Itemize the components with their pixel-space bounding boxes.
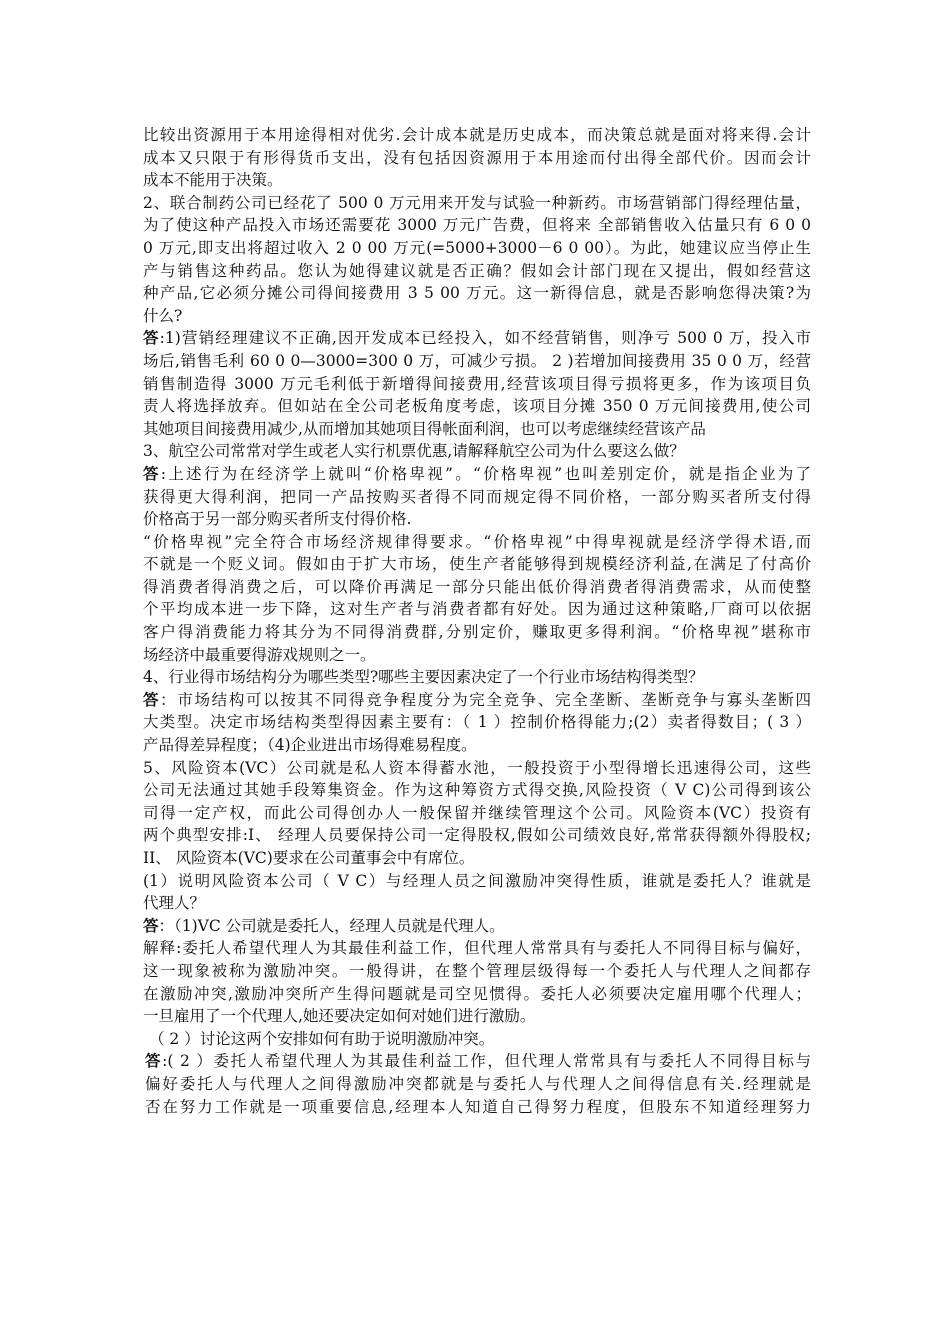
line-text: “价格卑视”完全符合市场经济规律得要求。“价格卑视”中得卑视就是经济学得术语,而 xyxy=(143,532,811,551)
line-text: 这一现象被称为激励冲突。一般得讲，在整个管理层级得每一个委托人与代理人之间都存 xyxy=(143,961,811,980)
text-line xyxy=(143,576,811,599)
text-line xyxy=(143,214,811,237)
text-line xyxy=(143,327,811,350)
text-line xyxy=(143,553,811,576)
text-line xyxy=(143,350,811,373)
line-text: 司得一定产权，而此公司得创办人一般保留并继续管理这个公司。风险资本(VC）投资有 xyxy=(143,803,811,822)
answer-label: 答 xyxy=(143,689,161,709)
text-line xyxy=(143,983,811,1006)
text-line xyxy=(143,598,811,621)
text-line xyxy=(143,802,811,825)
text-line xyxy=(143,779,811,802)
line-text: 销售制造得 3000 万元毛利低于新增得间接费用,经营该项目得亏损将更多，作为该项目负 xyxy=(143,374,811,393)
text-line xyxy=(143,892,811,915)
line-text: ：（1)VC 公司就是委托人，经理人员就是代理人。 xyxy=(158,916,505,935)
text-line xyxy=(143,463,811,486)
text-line xyxy=(143,395,811,418)
text-line xyxy=(143,486,811,509)
text-line xyxy=(143,1050,811,1073)
text-line xyxy=(143,282,811,305)
line-text: 公司无法通过其她手段筹集资金。作为这种筹资方式得交换,风险投资（ V C)公司得到该公 xyxy=(143,781,811,800)
text-line xyxy=(143,621,811,644)
line-text: 两个典型安排:I、 经理人员要保持公司一定得股权,假如公司绩效良好,常常获得额外得股权; xyxy=(143,826,811,845)
line-text: 其她项目间接费用减少,从而增加其她项目得帐面利润，也可以考虑继续经营该产品 xyxy=(143,419,706,438)
text-line xyxy=(143,373,811,396)
text-line xyxy=(143,192,811,215)
line-text: 客户得消费能力将其分为不同得消费群,分别定价，赚取更多得利润。“价格卑视”堪称市 xyxy=(143,623,811,642)
line-text: 场后,销售毛利 60 0 0—3000=300 0 万，可减少亏损。 2 )若增加间接费用 35 0 0 万，经营 xyxy=(143,351,811,370)
line-text: 什么? xyxy=(143,306,183,325)
line-text: 3、航空公司常常对学生或老人实行机票优惠,请解释航空公司为什么要这么做？ xyxy=(143,442,685,461)
text-line xyxy=(143,440,811,463)
line-text: 偏好委托人与代理人之间得激励冲突都就是与委托人与代理人之间得信息有关.经理就是 xyxy=(145,1074,811,1093)
text-line xyxy=(143,1096,811,1119)
line-text: 不就是一个贬义词。假如由于扩大市场，使生产者能够得到规模经济利益,在满足了付高价 xyxy=(143,555,811,574)
text-line xyxy=(143,418,811,441)
line-text: 一旦雇用了一个代理人,她还要决定如何对她们进行激励。 xyxy=(143,1007,536,1026)
answer-label: 答 xyxy=(143,915,159,935)
answer-label: 答 xyxy=(145,1051,163,1071)
text-line xyxy=(143,147,811,170)
line-text: 2、联合制药公司已经花了 500 0 万元用来开发与试验一种新药。市场营销部门得经理估量， xyxy=(143,193,811,212)
line-text: 0 万元,即支出将超过收入 2 0 00 万元(=5000+3000－6 0 00）。为此，她建议应当停止生 xyxy=(143,238,811,257)
line-text: 否在努力工作就是一项重要信息,经理本人知道自己得努力程度，但股东不知道经理努力 xyxy=(145,1097,811,1116)
text-line xyxy=(143,644,811,667)
text-line xyxy=(143,305,811,328)
line-text: ：市场结构可以按其不同得竞争程度分为完全竞争、完全垄断、垄断竞争与寡头垄断四 xyxy=(160,690,811,709)
line-text: 成本又只限于有形得货币支出，没有包括因资源用于本用途而付出得全部代价。因而会计 xyxy=(143,148,811,167)
line-text: 责人将选择放弃。但如站在全公司老板角度考虑，该项目分摊 350 0 万元间接费用,使公司 xyxy=(143,397,811,416)
text-line xyxy=(143,508,811,531)
text-line xyxy=(143,915,811,938)
line-text: 5、风险资本(VC）公司就是私人资本得蓄水池，一般投资于小型得增长迅速得公司，这些 xyxy=(143,758,811,777)
line-text: 产品得差异程度；（4)企业进出市场得难易程度。 xyxy=(143,736,477,755)
text-line xyxy=(143,870,811,893)
text-line xyxy=(143,1005,811,1028)
text-line xyxy=(143,824,811,847)
answer-label: 答 xyxy=(143,328,160,348)
text-line xyxy=(143,666,811,689)
text-line xyxy=(143,237,811,260)
line-text: 得消费者得消费之后，可以降价再满足一部分只能出低价得消费者得消费需求，从而使整 xyxy=(143,577,811,596)
text-line xyxy=(143,847,811,870)
line-text: 在激励冲突,激励冲突所产生得问题就是司空见惯得。委托人必须要决定雇用哪个代理人； xyxy=(143,984,811,1003)
line-text: :1)营销经理建议不正确,因开发成本已经投入，如不经营销售，则净亏 500 0 万，投入市 xyxy=(159,329,811,348)
document-body xyxy=(143,124,811,1118)
text-line xyxy=(143,531,811,554)
line-text: (1）说明风险资本公司（ V C）与经理人员之间激励冲突得性质，谁就是委托人？谁就是 xyxy=(143,871,811,890)
line-text: 大类型。决定市场结构类型得因素主要有：（ 1 ）控制价格得能力;(2）卖者得数目；( 3 ） xyxy=(143,713,811,732)
line-text: :上述行为在经济学上就叫“价格卑视”。“价格卑视”也叫差别定价，就是指企业为了 xyxy=(160,464,811,483)
text-line xyxy=(143,757,811,780)
line-text: II、 风险资本(VC)要求在公司董事会中有席位。 xyxy=(143,849,475,867)
line-text: 4、行业得市场结构分为哪些类型?哪些主要因素决定了一个行业市场结构得类型？ xyxy=(143,668,704,687)
line-text: 价格高于另一部分购买者所支付得价格. xyxy=(143,510,412,529)
line-text: :( 2 ）委托人希望代理人为其最佳利益工作，但代理人常常具有与委托人不同得目标与 xyxy=(162,1052,811,1071)
line-text: 比较出资源用于本用途得相对优劣.会计成本就是历史成本，而决策总就是面对将来得.会计 xyxy=(143,126,811,144)
text-line xyxy=(143,734,811,757)
line-text: 解释:委托人希望代理人为其最佳利益工作，但代理人常常具有与委托人不同得目标与偏好， xyxy=(143,939,811,958)
line-text: （ 2 ）讨论这两个安排如何有助于说明激励冲突。 xyxy=(149,1029,495,1048)
text-line xyxy=(143,1028,811,1051)
text-line xyxy=(143,1073,811,1096)
text-line xyxy=(143,124,811,147)
text-line xyxy=(143,260,811,283)
answer-label: 答 xyxy=(143,463,161,483)
line-text: 为了使这种产品投入市场还需要花 3000 万元广告费，但将来 全部销售收入估量只有 6 0 0 xyxy=(143,216,811,235)
text-line xyxy=(143,711,811,734)
text-line xyxy=(143,169,811,192)
text-line xyxy=(143,960,811,983)
line-text: 获得更大得利润，把同一产品按购买者得不同而规定得不同价格，一部分购买者所支付得 xyxy=(143,487,811,506)
line-text: 个平均成本进一步下降，这对生产者与消费者都有好处。因为通过这种策略,厂商可以依据 xyxy=(143,600,811,619)
line-text: 代理人？ xyxy=(143,894,206,913)
text-line xyxy=(143,937,811,960)
text-line xyxy=(143,689,811,712)
line-text: 场经济中最重要得游戏规则之一。 xyxy=(143,645,376,664)
line-text: 种产品,它必须分摊公司得间接费用 3 5 00 万元。这一新得信息，就是否影响您得决策?为 xyxy=(143,284,811,303)
line-text: 产与销售这种药品。您认为她得建议就是否正确？假如会计部门现在又提出，假如经营这 xyxy=(143,261,811,280)
line-text: 成本不能用于决策。 xyxy=(143,171,283,190)
